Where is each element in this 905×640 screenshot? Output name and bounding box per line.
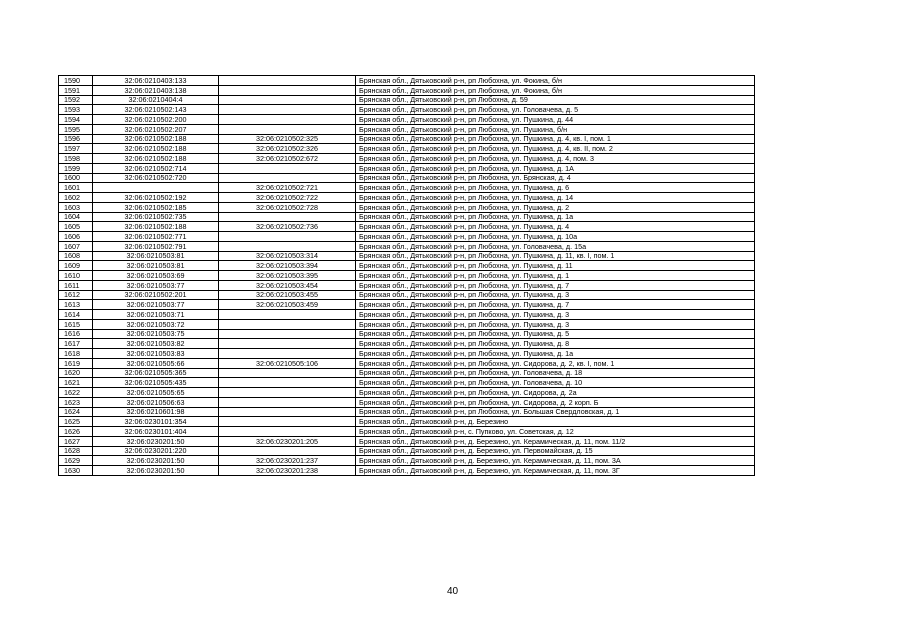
address-cell: Брянская обл., Дятьковский р-н, рп Любохна, ул. Пушкина, д. 4, пом. 3 bbox=[356, 154, 755, 164]
cadastral-number-cell: 32:06:0230201:220 bbox=[93, 446, 219, 456]
cadastral-number-cell: 32:06:0210502:192 bbox=[93, 193, 219, 203]
address-cell: Брянская обл., Дятьковский р-н, рп Любохна, ул. Пушкина, д. 8 bbox=[356, 339, 755, 349]
address-cell: Брянская обл., Дятьковский р-н, рп Любохна, ул. Пушкина, д. 4, кв. I, пом. 1 bbox=[356, 134, 755, 144]
building-number-cell: 32:06:0210502:326 bbox=[219, 144, 356, 154]
cadastral-number-cell: 32:06:0210502:714 bbox=[93, 163, 219, 173]
row-number-cell: 1613 bbox=[59, 300, 93, 310]
address-cell: Брянская обл., Дятьковский р-н, рп Любохна, ул. Пушкина, д. 1 bbox=[356, 271, 755, 281]
building-number-cell bbox=[219, 349, 356, 359]
address-cell: Брянская обл., Дятьковский р-н, рп Любохна, ул. Пушкина, д. 11, кв. I, пом. 1 bbox=[356, 251, 755, 261]
cadastral-number-cell: 32:06:0210502:200 bbox=[93, 115, 219, 125]
row-number-cell: 1598 bbox=[59, 154, 93, 164]
building-number-cell: 32:06:0210502:722 bbox=[219, 193, 356, 203]
building-number-cell bbox=[219, 339, 356, 349]
table-row bbox=[59, 212, 755, 222]
building-number-cell bbox=[219, 407, 356, 417]
cadastral-number-cell: 32:06:0210403:133 bbox=[93, 76, 219, 86]
table-row bbox=[59, 339, 755, 349]
building-number-cell: 32:06:0210503:454 bbox=[219, 280, 356, 290]
row-number-cell: 1610 bbox=[59, 271, 93, 281]
cadastral-number-cell: 32:06:0210503:71 bbox=[93, 310, 219, 320]
row-number-cell: 1612 bbox=[59, 290, 93, 300]
address-cell: Брянская обл., Дятьковский р-н, рп Любохна, ул. Брянская, д. 4 bbox=[356, 173, 755, 183]
address-cell: Брянская обл., Дятьковский р-н, рп Любохна, ул. Головачева, д. 18 bbox=[356, 368, 755, 378]
building-number-cell bbox=[219, 397, 356, 407]
building-number-cell bbox=[219, 368, 356, 378]
address-cell: Брянская обл., Дятьковский р-н, рп Любохна, ул. Пушкина, д. 1а bbox=[356, 212, 755, 222]
row-number-cell: 1621 bbox=[59, 378, 93, 388]
table-row bbox=[59, 329, 755, 339]
table-row bbox=[59, 407, 755, 417]
address-cell: Брянская обл., Дятьковский р-н, рп Любохна, ул. Пушкина, д. 14 bbox=[356, 193, 755, 203]
cadastral-number-cell: 32:06:0210503:83 bbox=[93, 349, 219, 359]
table-row bbox=[59, 105, 755, 115]
building-number-cell: 32:06:0210502:721 bbox=[219, 183, 356, 193]
cadastral-number-cell: 32:06:0230201:50 bbox=[93, 456, 219, 466]
row-number-cell: 1620 bbox=[59, 368, 93, 378]
cadastral-number-cell: 32:06:0210503:81 bbox=[93, 261, 219, 271]
table-row bbox=[59, 290, 755, 300]
table-row bbox=[59, 466, 755, 476]
address-cell: Брянская обл., Дятьковский р-н, рп Любохна, д. 59 bbox=[356, 95, 755, 105]
cadastral-number-cell: 32:06:0210502:188 bbox=[93, 134, 219, 144]
cadastral-number-cell: 32:06:0210502:735 bbox=[93, 212, 219, 222]
table-row bbox=[59, 76, 755, 86]
row-number-cell: 1625 bbox=[59, 417, 93, 427]
row-number-cell: 1622 bbox=[59, 388, 93, 398]
row-number-cell: 1614 bbox=[59, 310, 93, 320]
cadastral-number-cell: 32:06:0210505:66 bbox=[93, 358, 219, 368]
table-row bbox=[59, 388, 755, 398]
cadastral-number-cell: 32:06:0210502:143 bbox=[93, 105, 219, 115]
cadastral-number-cell bbox=[93, 183, 219, 193]
table-row bbox=[59, 417, 755, 427]
cadastral-number-cell: 32:06:0210503:69 bbox=[93, 271, 219, 281]
address-cell: Брянская обл., Дятьковский р-н, рп Любохна, ул. Пушкина, б/н bbox=[356, 124, 755, 134]
row-number-cell: 1602 bbox=[59, 193, 93, 203]
address-cell: Брянская обл., Дятьковский р-н, рп Любохна, ул. Пушкина, д. 3 bbox=[356, 290, 755, 300]
table-row bbox=[59, 173, 755, 183]
building-number-cell: 32:06:0210502:736 bbox=[219, 222, 356, 232]
cadastral-number-cell: 32:06:0230201:50 bbox=[93, 466, 219, 476]
building-number-cell bbox=[219, 232, 356, 242]
row-number-cell: 1616 bbox=[59, 329, 93, 339]
cadastral-number-cell: 32:06:0210601:98 bbox=[93, 407, 219, 417]
address-cell: Брянская обл., Дятьковский р-н, рп Любохна, ул. Пушкина, д. 44 bbox=[356, 115, 755, 125]
address-cell: Брянская обл., Дятьковский р-н, рп Любохна, ул. Фокина, б/н bbox=[356, 85, 755, 95]
table-row bbox=[59, 310, 755, 320]
row-number-cell: 1608 bbox=[59, 251, 93, 261]
row-number-cell: 1626 bbox=[59, 427, 93, 437]
address-cell: Брянская обл., Дятьковский р-н, рп Любохна, ул. Пушкина, д. 7 bbox=[356, 280, 755, 290]
building-number-cell: 32:06:0230201:237 bbox=[219, 456, 356, 466]
table-row bbox=[59, 241, 755, 251]
row-number-cell: 1630 bbox=[59, 466, 93, 476]
building-number-cell bbox=[219, 241, 356, 251]
address-cell: Брянская обл., Дятьковский р-н, д. Березино, ул. Первомайская, д. 15 bbox=[356, 446, 755, 456]
building-number-cell: 32:06:0210503:455 bbox=[219, 290, 356, 300]
row-number-cell: 1628 bbox=[59, 446, 93, 456]
row-number-cell: 1607 bbox=[59, 241, 93, 251]
building-number-cell: 32:06:0210503:459 bbox=[219, 300, 356, 310]
row-number-cell: 1604 bbox=[59, 212, 93, 222]
table-row bbox=[59, 202, 755, 212]
table-row bbox=[59, 368, 755, 378]
address-cell: Брянская обл., Дятьковский р-н, рп Любохна, ул. Пушкина, д. 5 bbox=[356, 329, 755, 339]
address-cell: Брянская обл., Дятьковский р-н, рп Любохна, ул. Пушкина, д. 11 bbox=[356, 261, 755, 271]
cadastral-number-cell: 32:06:0230101:354 bbox=[93, 417, 219, 427]
cadastral-number-cell: 32:06:0230101:404 bbox=[93, 427, 219, 437]
building-number-cell bbox=[219, 310, 356, 320]
property-table bbox=[58, 75, 755, 476]
address-cell: Брянская обл., Дятьковский р-н, рп Любохна, ул. Пушкина, д. 6 bbox=[356, 183, 755, 193]
building-number-cell bbox=[219, 388, 356, 398]
cadastral-number-cell: 32:06:0210502:188 bbox=[93, 222, 219, 232]
cadastral-number-cell: 32:06:0210403:138 bbox=[93, 85, 219, 95]
address-cell: Брянская обл., Дятьковский р-н, рп Любохна, ул. Пушкина, д. 10а bbox=[356, 232, 755, 242]
cadastral-number-cell: 32:06:0210505:365 bbox=[93, 368, 219, 378]
table-row bbox=[59, 124, 755, 134]
building-number-cell bbox=[219, 163, 356, 173]
table-row bbox=[59, 261, 755, 271]
table-row bbox=[59, 85, 755, 95]
row-number-cell: 1606 bbox=[59, 232, 93, 242]
row-number-cell: 1596 bbox=[59, 134, 93, 144]
row-number-cell: 1597 bbox=[59, 144, 93, 154]
cadastral-number-cell: 32:06:0210502:207 bbox=[93, 124, 219, 134]
address-cell: Брянская обл., Дятьковский р-н, рп Любохна, ул. Пушкина, д. 4 bbox=[356, 222, 755, 232]
cadastral-number-cell: 32:06:0210502:720 bbox=[93, 173, 219, 183]
table-row bbox=[59, 456, 755, 466]
row-number-cell: 1605 bbox=[59, 222, 93, 232]
building-number-cell: 32:06:0210503:314 bbox=[219, 251, 356, 261]
building-number-cell bbox=[219, 95, 356, 105]
row-number-cell: 1623 bbox=[59, 397, 93, 407]
address-cell: Брянская обл., Дятьковский р-н, рп Любохна, ул. Пушкина, д. 1а bbox=[356, 349, 755, 359]
address-cell: Брянская обл., Дятьковский р-н, рп Любохна, ул. Сидорова, д. 2, кв. I, пом. 1 bbox=[356, 358, 755, 368]
table-row bbox=[59, 436, 755, 446]
row-number-cell: 1591 bbox=[59, 85, 93, 95]
building-number-cell: 32:06:0210505:106 bbox=[219, 358, 356, 368]
address-cell: Брянская обл., Дятьковский р-н, рп Любохна, ул. Головачева, д. 15а bbox=[356, 241, 755, 251]
table-row bbox=[59, 397, 755, 407]
table-row bbox=[59, 271, 755, 281]
address-cell: Брянская обл., Дятьковский р-н, д. Березино bbox=[356, 417, 755, 427]
address-cell: Брянская обл., Дятьковский р-н, д. Березино, ул. Керамическая, д. 11, пом. 11/2 bbox=[356, 436, 755, 446]
table-row bbox=[59, 183, 755, 193]
building-number-cell bbox=[219, 319, 356, 329]
cadastral-number-cell: 32:06:0210503:72 bbox=[93, 319, 219, 329]
table-body bbox=[59, 76, 755, 476]
row-number-cell: 1590 bbox=[59, 76, 93, 86]
row-number-cell: 1629 bbox=[59, 456, 93, 466]
table-row bbox=[59, 154, 755, 164]
address-cell: Брянская обл., Дятьковский р-н, рп Любохна, ул. Пушкина, д. 1А bbox=[356, 163, 755, 173]
row-number-cell: 1615 bbox=[59, 319, 93, 329]
building-number-cell bbox=[219, 115, 356, 125]
building-number-cell: 32:06:0230201:238 bbox=[219, 466, 356, 476]
address-cell: Брянская обл., Дятьковский р-н, рп Любохна, ул. Пушкина, д. 3 bbox=[356, 319, 755, 329]
row-number-cell: 1593 bbox=[59, 105, 93, 115]
address-cell: Брянская обл., Дятьковский р-н, рп Любохна, ул. Сидорова, д. 2а bbox=[356, 388, 755, 398]
row-number-cell: 1592 bbox=[59, 95, 93, 105]
building-number-cell bbox=[219, 105, 356, 115]
address-cell: Брянская обл., Дятьковский р-н, рп Любохна, ул. Пушкина, д. 2 bbox=[356, 202, 755, 212]
row-number-cell: 1595 bbox=[59, 124, 93, 134]
row-number-cell: 1600 bbox=[59, 173, 93, 183]
building-number-cell bbox=[219, 173, 356, 183]
cadastral-number-cell: 32:06:0210502:791 bbox=[93, 241, 219, 251]
cadastral-number-cell: 32:06:0210502:185 bbox=[93, 202, 219, 212]
address-cell: Брянская обл., Дятьковский р-н, рп Любохна, ул. Большая Свердловская, д. 1 bbox=[356, 407, 755, 417]
address-cell: Брянская обл., Дятьковский р-н, рп Любохна, ул. Сидорова, д. 2 корп. Б bbox=[356, 397, 755, 407]
table-row bbox=[59, 193, 755, 203]
table-row bbox=[59, 144, 755, 154]
address-cell: Брянская обл., Дятьковский р-н, рп Любохна, ул. Пушкина, д. 7 bbox=[356, 300, 755, 310]
row-number-cell: 1619 bbox=[59, 358, 93, 368]
cadastral-number-cell: 32:06:0210502:188 bbox=[93, 154, 219, 164]
table-row bbox=[59, 163, 755, 173]
table-row bbox=[59, 300, 755, 310]
table-row bbox=[59, 427, 755, 437]
building-number-cell: 32:06:0210503:395 bbox=[219, 271, 356, 281]
table-row bbox=[59, 378, 755, 388]
building-number-cell bbox=[219, 417, 356, 427]
row-number-cell: 1599 bbox=[59, 163, 93, 173]
table-row bbox=[59, 222, 755, 232]
building-number-cell: 32:06:0210503:394 bbox=[219, 261, 356, 271]
table-row bbox=[59, 115, 755, 125]
cadastral-number-cell: 32:06:0230201:50 bbox=[93, 436, 219, 446]
cadastral-number-cell: 32:06:0210503:75 bbox=[93, 329, 219, 339]
table-row bbox=[59, 280, 755, 290]
building-number-cell: 32:06:0230201:205 bbox=[219, 436, 356, 446]
address-cell: Брянская обл., Дятьковский р-н, д. Березино, ул. Керамическая, д. 11, пом. 3А bbox=[356, 456, 755, 466]
table-row bbox=[59, 349, 755, 359]
table-row bbox=[59, 251, 755, 261]
cadastral-number-cell: 32:06:0210505:65 bbox=[93, 388, 219, 398]
building-number-cell bbox=[219, 212, 356, 222]
row-number-cell: 1611 bbox=[59, 280, 93, 290]
cadastral-number-cell: 32:06:0210506:63 bbox=[93, 397, 219, 407]
building-number-cell: 32:06:0210502:672 bbox=[219, 154, 356, 164]
table-row bbox=[59, 446, 755, 456]
building-number-cell bbox=[219, 378, 356, 388]
table-row bbox=[59, 358, 755, 368]
table-row bbox=[59, 95, 755, 105]
address-cell: Брянская обл., Дятьковский р-н, рп Любохна, ул. Пушкина, д. 4, кв. II, пом. 2 bbox=[356, 144, 755, 154]
address-cell: Брянская обл., Дятьковский р-н, рп Любохна, ул. Фокина, б/н bbox=[356, 76, 755, 86]
building-number-cell bbox=[219, 76, 356, 86]
address-cell: Брянская обл., Дятьковский р-н, рп Любохна, ул. Головачева, д. 5 bbox=[356, 105, 755, 115]
row-number-cell: 1617 bbox=[59, 339, 93, 349]
building-number-cell bbox=[219, 124, 356, 134]
cadastral-number-cell: 32:06:0210404:4 bbox=[93, 95, 219, 105]
address-cell: Брянская обл., Дятьковский р-н, рп Любохна, ул. Пушкина, д. 3 bbox=[356, 310, 755, 320]
cadastral-number-cell: 32:06:0210502:771 bbox=[93, 232, 219, 242]
row-number-cell: 1624 bbox=[59, 407, 93, 417]
table-row bbox=[59, 134, 755, 144]
address-cell: Брянская обл., Дятьковский р-н, д. Березино, ул. Керамическая, д. 11, пом. 3Г bbox=[356, 466, 755, 476]
building-number-cell: 32:06:0210502:728 bbox=[219, 202, 356, 212]
row-number-cell: 1627 bbox=[59, 436, 93, 446]
row-number-cell: 1603 bbox=[59, 202, 93, 212]
row-number-cell: 1609 bbox=[59, 261, 93, 271]
row-number-cell: 1594 bbox=[59, 115, 93, 125]
cadastral-number-cell: 32:06:0210503:77 bbox=[93, 280, 219, 290]
cadastral-number-cell: 32:06:0210505:435 bbox=[93, 378, 219, 388]
cadastral-number-cell: 32:06:0210502:188 bbox=[93, 144, 219, 154]
cadastral-number-cell: 32:06:0210503:77 bbox=[93, 300, 219, 310]
table-row bbox=[59, 232, 755, 242]
row-number-cell: 1618 bbox=[59, 349, 93, 359]
table-row bbox=[59, 319, 755, 329]
building-number-cell bbox=[219, 427, 356, 437]
building-number-cell bbox=[219, 85, 356, 95]
address-cell: Брянская обл., Дятьковский р-н, рп Любохна, ул. Головачева, д. 10 bbox=[356, 378, 755, 388]
row-number-cell: 1601 bbox=[59, 183, 93, 193]
cadastral-number-cell: 32:06:0210503:81 bbox=[93, 251, 219, 261]
building-number-cell bbox=[219, 329, 356, 339]
cadastral-number-cell: 32:06:0210502:201 bbox=[93, 290, 219, 300]
address-cell: Брянская обл., Дятьковский р-н, с. Пупково, ул. Советская, д. 12 bbox=[356, 427, 755, 437]
cadastral-number-cell: 32:06:0210503:82 bbox=[93, 339, 219, 349]
building-number-cell bbox=[219, 446, 356, 456]
building-number-cell: 32:06:0210502:325 bbox=[219, 134, 356, 144]
page-number: 40 bbox=[446, 586, 459, 597]
